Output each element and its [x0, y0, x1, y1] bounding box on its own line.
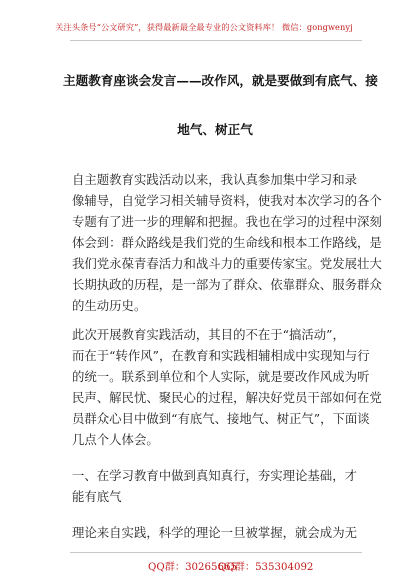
- document-title-line-2: 地气、树正气: [177, 122, 253, 137]
- body-line: 几点个人体会。: [72, 432, 159, 447]
- body-line: 民声、解民忧、聚民心的过程，解决好党员干部如何在党: [72, 390, 382, 405]
- body-line: 的统一。联系到单位和个人实际，就是要改作风成为听: [72, 369, 370, 384]
- body-line: 像辅导，自觉学习相关辅导资料，使我对本次学习的各个: [72, 193, 382, 208]
- body-line: 自主题教育实践活动以来，我认真参加集中学习和录: [72, 172, 357, 187]
- footer-qq-group-2: QQ群：535304092: [218, 562, 314, 573]
- body-line: 能有底气: [72, 489, 122, 504]
- body-line: 员群众心目中做到“有底气、接地气、树正气”，下面谈: [72, 411, 370, 426]
- page-footer: [0, 552, 408, 572]
- body-line: 理论来自实践，科学的理论一旦被掌握，就会成为无: [72, 525, 357, 540]
- body-line: 而在于“转作风”，在教育和实践相辅相成中实现知与行: [72, 348, 370, 363]
- page-header: [0, 0, 408, 44]
- header-divider: [70, 40, 362, 41]
- body-line: 此次开展教育实践活动，其目的不在于“搞活动”，: [72, 327, 345, 342]
- body-line: 我们党永葆青春活力和战斗力的重要传家宝。党发展壮大: [72, 256, 382, 271]
- footer-qq-group-1: QQ群：30265665: [148, 562, 237, 573]
- body-line: 体会到：群众路线是我们党的生命线和根本工作路线，是: [72, 235, 382, 250]
- header-promo-text: 关注头条号“公文研究”，获得最新最全最专业的公文资料库！ 微信：gongwenyj: [55, 22, 353, 32]
- document-title-line-1: 主题教育座谈会发言——改作风，就是要做到有底气、接: [63, 73, 378, 88]
- footer-divider: [70, 552, 362, 553]
- body-line: 一、在学习教育中做到真知真行，夯实理论基础，才: [72, 468, 357, 483]
- body-line: 专题有了进一步的理解和把握。我也在学习的过程中深刻: [72, 214, 382, 229]
- body-line: 的生动历史。: [72, 298, 147, 313]
- body-line: 长期执政的历程，是一部为了群众、依靠群众、服务群众: [72, 277, 382, 292]
